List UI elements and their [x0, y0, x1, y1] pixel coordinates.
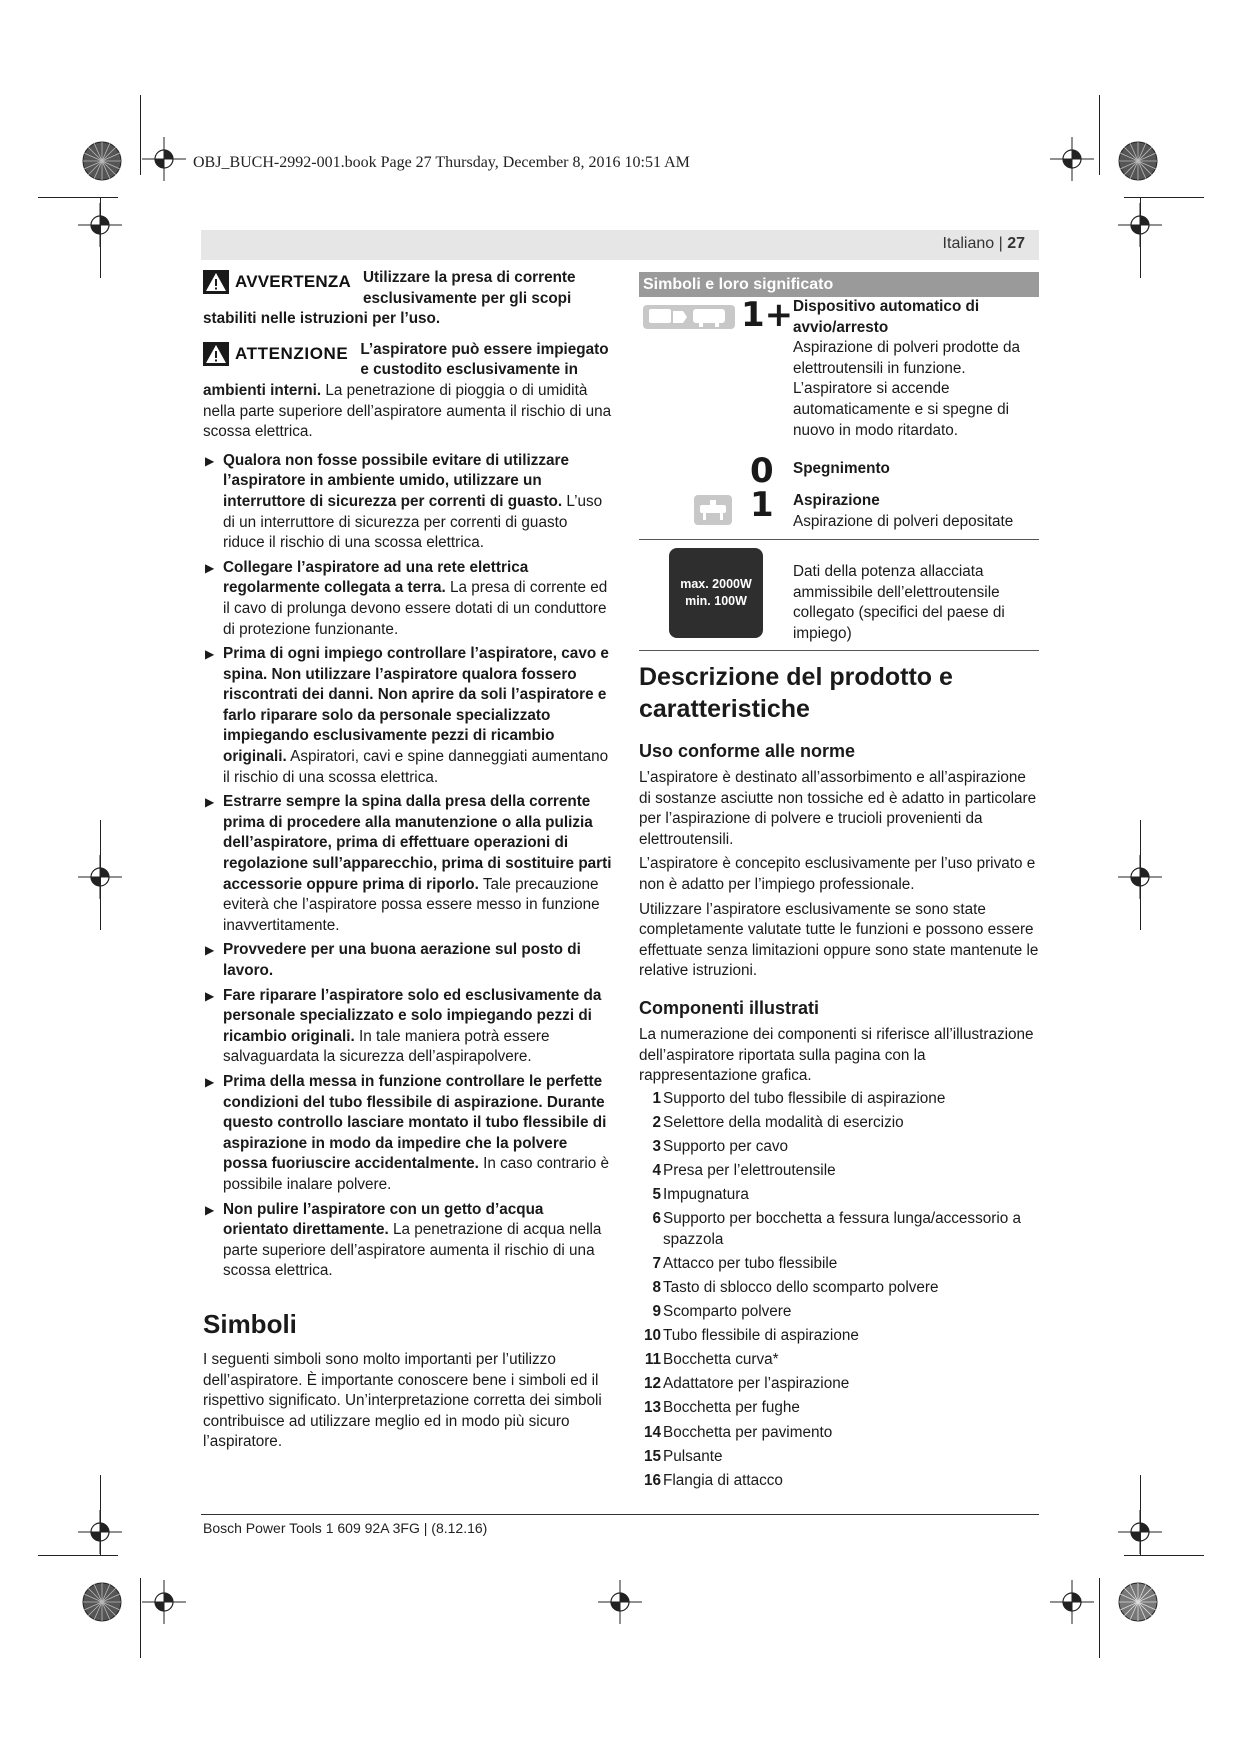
header-separator: |	[998, 235, 1003, 252]
symbol-description: Spegnimento	[793, 460, 890, 477]
safety-item: ▶ Fare riparare l’aspiratore solo ed esclusivamente da personale specializzato e solo impiegando pezzi di ricambio originali. In tale maniera potrà essere salvaguardata la sicurezza dell’aspirapolvere.	[205, 986, 602, 1066]
list-item: 3 Supporto per cavo	[652, 1137, 789, 1155]
symbol-glyph: 0	[750, 451, 774, 491]
uso-paragraph: Utilizzare l’aspiratore esclusivamente se sono state completamente valutate tutte le funzioni e possono essere effettuate senza limitazioni oppure sono state mantenute le relative istruzioni.	[639, 900, 1039, 980]
registration-mark-icon	[1118, 1510, 1162, 1554]
symbol-row	[639, 540, 1039, 651]
warning-triangle-icon	[203, 342, 229, 366]
symbol-table-header: Simboli e loro significato	[639, 272, 1039, 297]
list-item: 10 Tubo flessibile di aspirazione	[643, 1327, 859, 1345]
list-item: 5 Impugnatura	[652, 1186, 749, 1204]
list-item: 2 Selettore della modalità di esercizio	[652, 1113, 904, 1131]
warning-avvertenza	[203, 268, 613, 330]
simboli-paragraph: I seguenti simboli sono molto importanti per l’utilizzo dell’aspiratore. È importante conoscere bene i simboli ed il rispettivo significato. Un’interpretazione corretta dei simboli contribuisce ad utilizzare meglio ed in modo più sicuro l’aspiratore.	[203, 1350, 602, 1451]
page-number: 27	[1007, 235, 1025, 252]
right-column	[639, 272, 1039, 1495]
safety-item: ▶ Qualora non fosse possibile evitare di utilizzare l’aspiratore in ambiente umido, utilizzare un interruttore di sicurezza per correnti di guasto. L’uso di un interruttore di sicurezza per correnti di guasto riduce il rischio di una scossa elettrica.	[205, 451, 603, 552]
registration-mark-icon	[598, 1580, 642, 1624]
page-header-bar	[201, 230, 1039, 260]
componenti-intro: La numerazione dei componenti si riferisce all’illustrazione dell’aspiratore riportata sulla pagina con la rappresentazione grafica.	[639, 1025, 1034, 1085]
symbol-row	[639, 451, 1039, 491]
list-item: 8 Tasto di sblocco dello scomparto polvere	[652, 1278, 939, 1296]
page-header-text	[943, 235, 1025, 253]
list-item: 11 Bocchetta curva*	[644, 1351, 779, 1369]
bullet-arrow-icon: ▶	[205, 795, 215, 810]
registration-mark-icon	[1118, 855, 1162, 899]
bullet-arrow-icon: ▶	[205, 943, 215, 958]
uso-paragraph: L’aspiratore è concepito esclusivamente per l’uso privato e non è adatto per l’impiego professionale.	[639, 855, 1036, 893]
section-title-descrizione: Descrizione del prodotto e caratteristiche	[639, 663, 953, 723]
list-item: 1 Supporto del tubo flessibile di aspirazione	[652, 1089, 946, 1107]
warning-attenzione	[203, 340, 613, 443]
warning-word: AVVERTENZA	[235, 272, 351, 291]
list-item: 9 Scomparto polvere	[652, 1303, 792, 1321]
safety-item: ▶ Provvedere per una buona aerazione sul posto di lavoro.	[205, 941, 581, 979]
symbol-table	[639, 272, 1039, 651]
symbol-description: Dispositivo automatico di avvio/arresto Aspirazione di polveri prodotte da elettroutensili in funzione. L’aspiratore si accende automaticamente e si spegne di nuovo in modo ritardato.	[793, 298, 1021, 439]
warning-label	[203, 270, 351, 294]
components-list	[639, 1089, 1039, 1492]
warning-bold-text: Utilizzare la presa di corrente esclusivamente per gli scopi stabiliti nelle istruzioni per l’uso.	[203, 269, 576, 328]
bullet-arrow-icon: ▶	[205, 647, 215, 662]
list-item: 13 Bocchetta per fughe	[643, 1399, 800, 1417]
warning-word: ATTENZIONE	[235, 343, 349, 363]
color-rosette-icon	[82, 141, 122, 181]
list-item: 16 Flangia di attacco	[643, 1471, 783, 1489]
registration-mark-icon	[142, 137, 186, 181]
registration-mark-icon	[1050, 1580, 1094, 1624]
list-item: 6 Supporto per bocchetta a fessura lunga/accessorio a spazzola	[652, 1210, 1021, 1248]
symbol-glyph: 1	[750, 485, 774, 525]
footer-rule	[201, 1514, 1039, 1515]
bullet-arrow-icon: ▶	[205, 560, 215, 575]
color-rosette-icon	[1118, 141, 1158, 181]
list-item: 7 Attacco per tubo flessibile	[652, 1254, 838, 1272]
suction-icon	[694, 495, 732, 525]
safety-item: ▶ Collegare l’aspiratore ad una rete elettrica regolarmente collegata a terra. La presa di corrente ed il cavo di prolunga devono essere dotati di un conduttore di protezione funzionante.	[205, 558, 608, 638]
list-item: 4 Presa per l’elettroutensile	[652, 1162, 836, 1179]
list-item: 14 Bocchetta per pavimento	[643, 1423, 833, 1441]
safety-list	[203, 451, 613, 1282]
subsection-title-uso: Uso conforme alle norme	[639, 741, 856, 761]
bullet-arrow-icon: ▶	[205, 1202, 215, 1217]
footer-text: Bosch Power Tools 1 609 92A 3FG | (8.12.16)	[203, 1520, 488, 1536]
uso-paragraph: L’aspiratore è destinato all’assorbimento e all’aspirazione di sostanze asciutte non tossiche ed è adatto in particolare per l’aspirazione di polvere e trucioli provenienti da elettroutensili.	[639, 769, 1037, 848]
symbol-row	[639, 297, 1039, 459]
safety-item: ▶ Prima della messa in funzione controllare le perfette condizioni del tubo flessibile di aspirazione. Durante questo controllo lasciare montato il tubo flessibile di aspirazione in modo da impedire che la polvere possa fuoriuscire accidentalmente. In caso contrario è possibile inalare polvere.	[205, 1072, 609, 1193]
header-language: Italiano	[942, 235, 995, 252]
list-item: 12 Adattatore per l’aspirazione	[643, 1375, 850, 1393]
safety-item: ▶ Non pulire l’aspiratore con un getto d’acqua orientato direttamente. La penetrazione di acqua nella parte superiore dell’aspiratore aumenta il rischio di una scossa elettrica.	[205, 1200, 602, 1280]
color-rosette-icon	[82, 1582, 122, 1622]
safety-item: ▶ Prima di ogni impiego controllare l’aspiratore, cavo e spina. Non utilizzare l’aspiratore qualora fossero riscontrati dei danni. Non aprire da soli l’aspiratore e farlo riparare solo da personale specializzato impiegando esclusivamente pezzi di ricambio originali. Aspiratori, cavi e spine danneggiati aumentano il rischio di una scossa elettrica.	[205, 645, 609, 786]
warning-text: La penetrazione di pioggia o di umidità nella parte superiore dell’aspiratore aumenta il rischio di una scossa elettrica.	[203, 381, 612, 441]
symbol-glyph: 1+	[741, 295, 794, 335]
warning-bold-text: L’aspiratore può essere impiegato e custodito esclusivamente in ambienti interni.	[203, 340, 609, 399]
subsection-title-componenti: Componenti illustrati	[639, 997, 819, 1018]
list-item: 15 Pulsante	[643, 1447, 723, 1465]
registration-mark-icon	[142, 1580, 186, 1624]
registration-mark-icon	[1050, 137, 1094, 181]
symbol-description: Dati della potenza allacciata ammissibile dell’elettroutensile collegato (specifici del paese di impiego)	[793, 563, 1005, 642]
left-column	[203, 268, 613, 1453]
bullet-arrow-icon: ▶	[205, 1074, 215, 1089]
bullet-arrow-icon: ▶	[205, 988, 215, 1003]
color-rosette-icon	[1118, 1582, 1158, 1622]
safety-item: ▶ Estrarre sempre la spina dalla presa della corrente prima di procedere alla manutenzione o alla pulizia dell’aspiratore, prima di effettuare operazioni di regolazione sull’apparecchio, prima di sostituire parti accessorie oppure prima di riporlo. Tale precauzione eviterà che l’aspiratore possa essere messo in funzione inavvertitamente.	[205, 793, 612, 934]
bullet-arrow-icon: ▶	[205, 453, 215, 468]
registration-mark-icon	[78, 855, 122, 899]
symbol-row	[639, 485, 1039, 540]
warning-triangle-icon	[203, 270, 229, 294]
warning-label	[203, 342, 348, 366]
section-title-simboli: Simboli	[203, 1308, 297, 1339]
symbol-description: Aspirazione Aspirazione di polveri depositate	[793, 492, 1014, 530]
registration-mark-icon	[78, 203, 122, 247]
power-rating-badge: max. 2000W min. 100W	[669, 548, 763, 638]
print-header: OBJ_BUCH-2992-001.book Page 27 Thursday, December 8, 2016 10:51 AM	[193, 154, 690, 171]
auto-start-stop-icon	[643, 303, 735, 331]
registration-mark-icon	[1118, 203, 1162, 247]
registration-mark-icon	[78, 1510, 122, 1554]
